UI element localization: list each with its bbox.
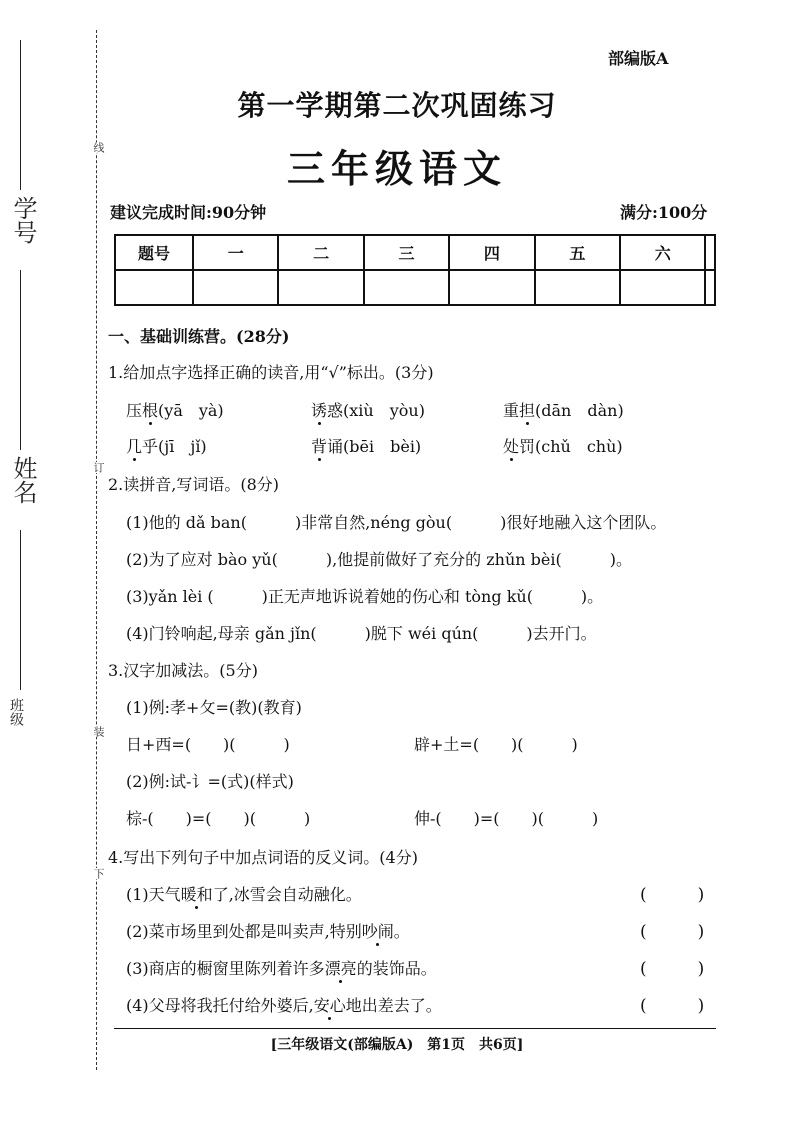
q4-answer-blank[interactable]: ( ) (640, 922, 705, 942)
score-table-header-row (115, 235, 715, 270)
q3-exercise[interactable]: 日+西=( )( ) (126, 735, 290, 754)
q3-example-2: (2)例:试-讠=(式)(样式) (126, 772, 294, 791)
page-footer (0, 1034, 794, 1054)
binding-tick-down: 下 (92, 868, 105, 879)
name-label: 姓名 (9, 456, 37, 504)
score-header-cell: 四 (449, 235, 534, 270)
score-header-cell: 二 (278, 235, 363, 270)
q4-sentence: (3)商店的橱窗里陈列着许多漂亮的装饰品。 (126, 959, 437, 978)
q1-item[interactable]: 处罚(chǔ chù) (503, 437, 623, 456)
q4-sentence: (2)菜市场里到处都是叫卖声,特别吵闹。 (126, 922, 410, 941)
q1-prompt: 1.给加点字选择正确的读音,用“√”标出。(3分) (108, 363, 434, 382)
score-cell[interactable] (449, 270, 534, 305)
score-cell[interactable] (620, 270, 705, 305)
score-cell[interactable] (364, 270, 449, 305)
q4-sentence: (4)父母将我托付给外婆后,安心地出差去了。 (126, 996, 442, 1015)
score-table-score-row (115, 270, 715, 305)
q4-answer-blank[interactable]: ( ) (640, 996, 705, 1016)
edition-badge: 部编版A (608, 49, 669, 68)
exam-title: 三年级语文 (286, 147, 507, 191)
gap-line (20, 270, 21, 450)
q1-item[interactable]: 几乎(jī jǐ) (126, 437, 207, 456)
q3-exercise[interactable]: 伸-( )=( )( ) (414, 809, 599, 828)
score-header-cell: 六 (620, 235, 705, 270)
score-header-cell: 五 (535, 235, 620, 270)
q4-answer-blank[interactable]: ( ) (640, 959, 705, 979)
suggested-time: 建议完成时间:90分钟 (110, 203, 267, 222)
q1-item[interactable]: 压根(yā yà) (126, 401, 224, 420)
full-score: 满分:100分 (620, 203, 708, 222)
score-table (114, 234, 716, 306)
q1-item[interactable]: 背诵(bēi bèi) (311, 437, 422, 456)
score-cell[interactable] (278, 270, 363, 305)
score-cell[interactable] (115, 270, 193, 305)
footer-rule (114, 1028, 716, 1029)
q1-item[interactable]: 重担(dān dàn) (503, 401, 624, 420)
q4-sentence: (1)天气暖和了,冰雪会自动融化。 (126, 885, 362, 904)
binding-tick-bind: 装 (92, 726, 105, 737)
student-id-label: 学号 (9, 196, 37, 244)
score-header-cell: 一 (193, 235, 278, 270)
score-header-cell: 题号 (115, 235, 193, 270)
footer-text: [三年级语文(部编版A) 第1页 共6页] (270, 1037, 524, 1053)
exam-subtitle: 第一学期第二次巩固练习 (237, 89, 557, 122)
class-label: 班级 (8, 698, 24, 726)
score-cell[interactable] (193, 270, 278, 305)
section-1-title: 一、基础训练营。(28分) (108, 327, 290, 346)
q3-prompt: 3.汉字加减法。(5分) (108, 661, 258, 680)
q2-line[interactable]: (4)门铃响起,母亲 gǎn jǐn( )脱下 wéi qún( )去开门。 (126, 624, 597, 643)
q2-prompt: 2.读拼音,写词语。(8分) (108, 475, 280, 494)
score-header-cell: 三 (364, 235, 449, 270)
binding-tick-line: 线 (92, 142, 105, 153)
score-cell[interactable] (705, 270, 715, 305)
score-header-cell (705, 235, 715, 270)
q3-example-1: (1)例:孝+攵=(教)(教育) (126, 698, 302, 717)
q2-line[interactable]: (1)他的 dǎ ban( )非常自然,néng gòu( )很好地融入这个团队。 (126, 513, 667, 532)
q2-line[interactable]: (3)yǎn lèi ( )正无声地诉说着她的伤心和 tòng kǔ( )。 (126, 587, 604, 606)
score-cell[interactable] (535, 270, 620, 305)
q3-exercise[interactable]: 棕-( )=( )( ) (126, 809, 311, 828)
q4-answer-blank[interactable]: ( ) (640, 885, 705, 905)
q2-line[interactable]: (2)为了应对 bào yǔ( ),他提前做好了充分的 zhǔn bèi( )。 (126, 550, 632, 569)
q1-item[interactable]: 诱惑(xiù yòu) (311, 401, 425, 420)
binding-tick-cut: 订 (92, 462, 105, 473)
q4-prompt: 4.写出下列句子中加点词语的反义词。(4分) (108, 848, 418, 867)
name-write-line[interactable] (20, 530, 21, 690)
q3-exercise[interactable]: 辟+土=( )( ) (414, 735, 578, 754)
